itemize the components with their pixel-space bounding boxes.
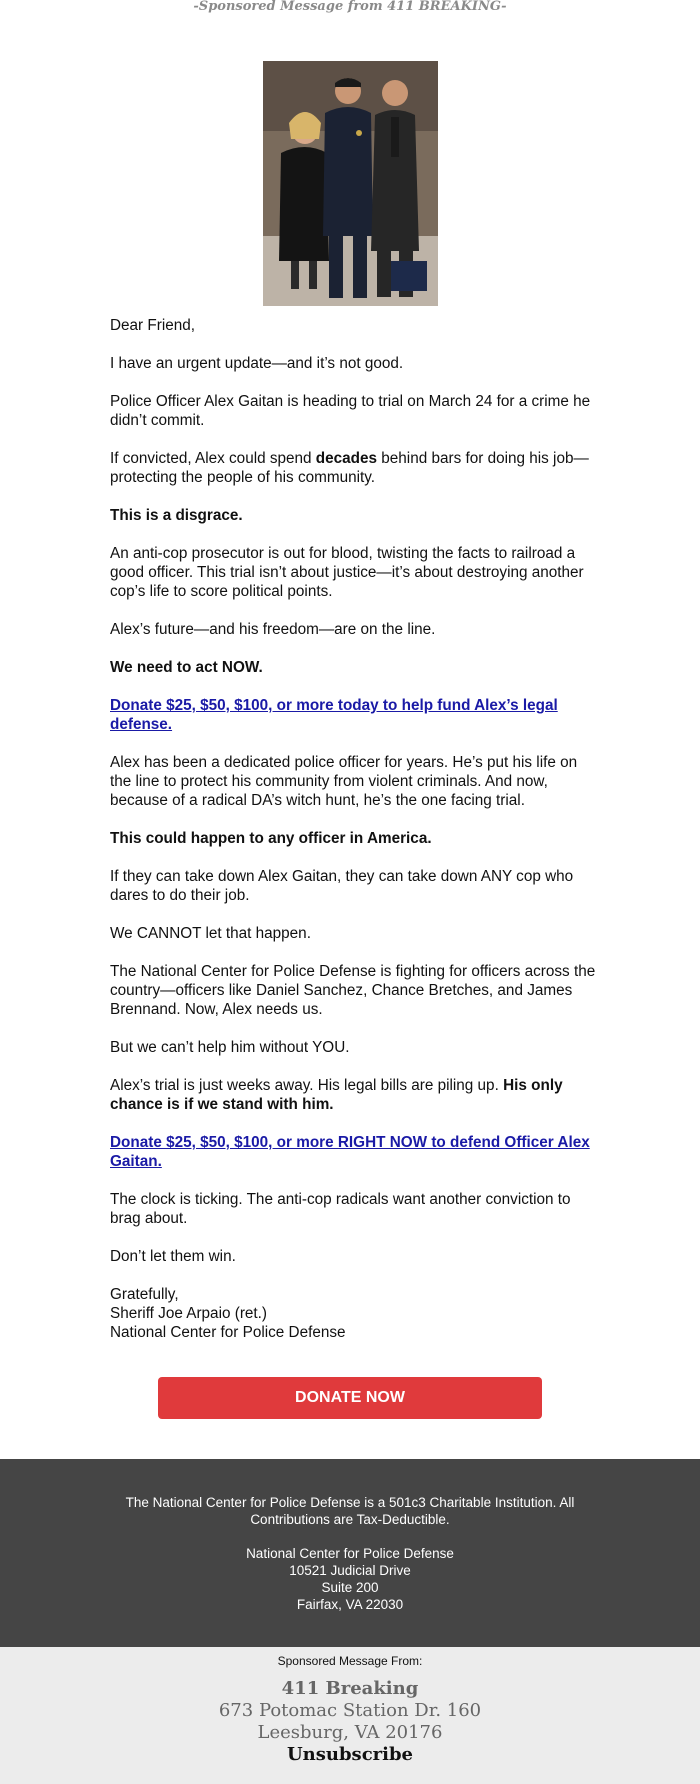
emphasis: decades — [315, 450, 378, 467]
signature-name: Sheriff Joe Arpaio (ret.) — [110, 1305, 268, 1322]
signature-org: National Center for Police Defense — [110, 1324, 346, 1341]
paragraph: Alex has been a dedicated police officer for years. He’s put his life on the line to protect his community from violent criminals. And now, because of a radical DA’s witch hunt, he’s the one facing trial. — [110, 754, 578, 809]
donate-link-paragraph — [110, 1133, 596, 1171]
sponsor-header: -Sponsored Message from 411 BREAKING- — [193, 0, 507, 14]
emphasis: This is a disgrace. — [110, 507, 243, 524]
tax-disclaimer: The National Center for Police Defense is a 501c3 Charitable Institution. All Contributions are Tax-Deductible. — [125, 1495, 575, 1527]
paragraph: Police Officer Alex Gaitan is heading to trial on March 24 for a crime he didn’t commit. — [110, 393, 591, 429]
bold-paragraph — [110, 658, 596, 677]
org-suite: Suite 200 — [321, 1580, 379, 1595]
text: behind bars for doing his job—protecting the people of his community. — [110, 450, 589, 486]
letter-body — [110, 316, 596, 1342]
greeting: Dear Friend, — [110, 317, 196, 334]
text: If convicted, Alex could spend — [110, 450, 316, 467]
org-city: Fairfax, VA 22030 — [296, 1597, 404, 1612]
footer-disclaimer — [0, 1459, 700, 1647]
paragraph: The National Center for Police Defense is fighting for officers across the country—officers like Daniel Sanchez, Chance Bretches, and James Brennand. Now, Alex needs us. — [110, 963, 596, 1018]
unsubscribe-wrap — [0, 1744, 700, 1766]
paragraph: If they can take down Alex Gaitan, they can take down ANY cop who dares to do their job. — [110, 868, 574, 904]
paragraph: We CANNOT let that happen. — [110, 925, 311, 942]
signature-closing: Gratefully, — [110, 1286, 179, 1303]
sponsor-label: Sponsored Message From: — [277, 1654, 423, 1668]
donate-link-1[interactable]: Donate $25, $50, $100, or more today to help fund Alex’s legal defense. — [110, 697, 558, 733]
paragraph: But we can’t help him without YOU. — [110, 1039, 350, 1056]
paragraph: Don’t let them win. — [110, 1248, 236, 1265]
bold-paragraph — [110, 506, 596, 525]
emphasis: His only chance is if we stand with him. — [110, 1077, 563, 1113]
donate-now-button[interactable]: DONATE NOW — [158, 1377, 542, 1419]
paragraph — [110, 1076, 596, 1114]
paragraph: An anti-cop prosecutor is out for blood, twisting the facts to railroad a good officer. This trial isn’t about justice—it’s about destroying another cop’s life to score political points. — [110, 545, 584, 600]
donate-link-paragraph — [110, 696, 596, 734]
emphasis: We need to act NOW. — [110, 659, 263, 676]
paragraph: Alex’s future—and his freedom—are on the line. — [110, 621, 436, 638]
text: Alex’s trial is just weeks away. His legal bills are piling up. — [110, 1077, 504, 1094]
emphasis: This could happen to any officer in America. — [110, 830, 432, 847]
bold-paragraph — [110, 829, 596, 848]
org-street: 10521 Judicial Drive — [289, 1563, 411, 1578]
sponsor-name: 411 Breaking — [281, 1678, 419, 1699]
signature — [110, 1285, 596, 1342]
paragraph: I have an urgent update—and it’s not good. — [110, 355, 404, 372]
paragraph — [110, 449, 596, 487]
donate-link-2[interactable]: Donate $25, $50, $100, or more RIGHT NOW to defend Officer Alex Gaitan. — [110, 1134, 590, 1170]
officer-family-photo — [263, 61, 438, 306]
photo-illustration — [263, 61, 438, 306]
org-address — [0, 1545, 700, 1613]
unsubscribe-link[interactable]: Unsubscribe — [286, 1744, 414, 1765]
sponsor-city: Leesburg, VA 20176 — [257, 1722, 443, 1743]
org-name: National Center for Police Defense — [246, 1546, 454, 1561]
paragraph: The clock is ticking. The anti-cop radicals want another conviction to brag about. — [110, 1191, 571, 1227]
footer-sponsor — [0, 1647, 700, 1784]
sponsor-street: 673 Potomac Station Dr. 160 — [218, 1700, 482, 1721]
